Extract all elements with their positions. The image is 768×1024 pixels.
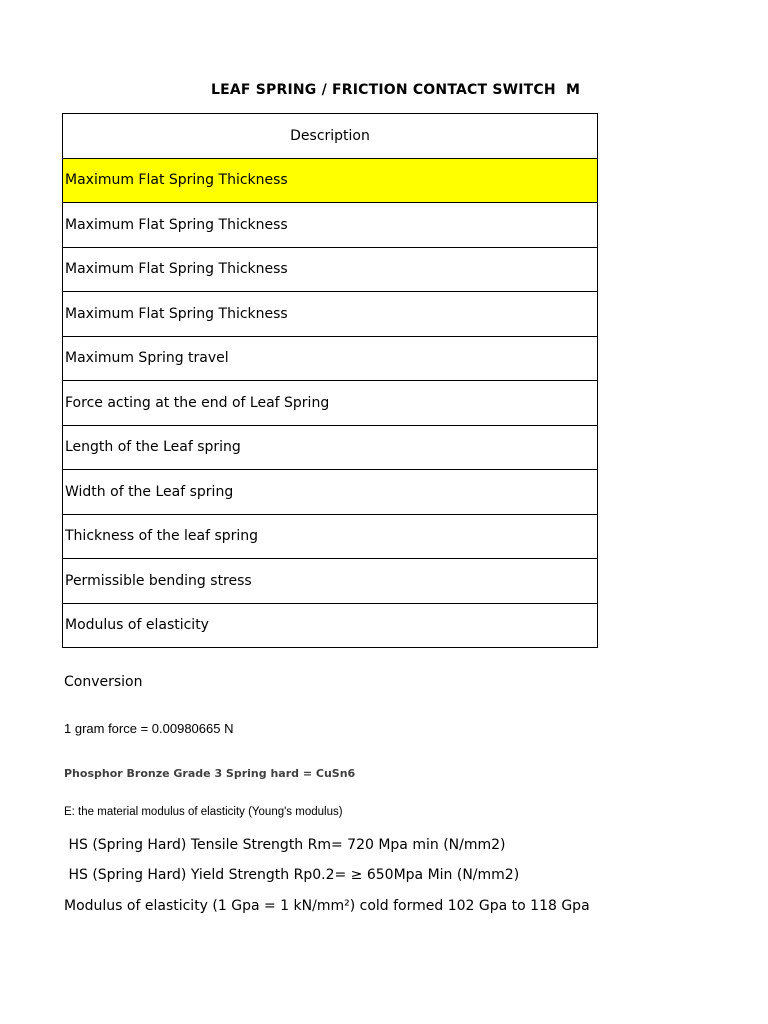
sheet-title: LEAF SPRING / FRICTION CONTACT SWITCH M [211, 82, 581, 98]
table-cell[interactable]: Width of the Leaf spring [63, 470, 598, 515]
table-cell[interactable]: Maximum Spring travel [63, 336, 598, 381]
table-row [63, 425, 598, 470]
table-cell[interactable]: Modulus of elasticity [63, 603, 598, 648]
table-cell[interactable]: Thickness of the leaf spring [63, 514, 598, 559]
table-cell[interactable]: Permissible bending stress [63, 559, 598, 604]
table-row [63, 203, 598, 248]
table-row [63, 514, 598, 559]
description-table [62, 113, 598, 648]
table-cell[interactable]: Maximum Flat Spring Thickness [63, 247, 598, 292]
table-cell[interactable]: Force acting at the end of Leaf Spring [63, 381, 598, 426]
table-row [63, 381, 598, 426]
description-header-cell[interactable]: Description [63, 114, 598, 159]
table-cell[interactable]: Maximum Flat Spring Thickness [63, 203, 598, 248]
table-row [63, 292, 598, 337]
tensile-strength-note: HS (Spring Hard) Tensile Strength Rm= 720 Mpa min (N/mm2) [64, 837, 506, 853]
conversion-label: Conversion [64, 674, 143, 690]
table-row [63, 603, 598, 648]
material-note: Phosphor Bronze Grade 3 Spring hard = CuSn6 [64, 767, 356, 780]
table-cell-highlighted[interactable]: Maximum Flat Spring Thickness [63, 158, 598, 203]
table-header-row [63, 114, 598, 159]
table-cell[interactable]: Maximum Flat Spring Thickness [63, 292, 598, 337]
table-row [63, 470, 598, 515]
modulus-definition-note: E: the material modulus of elasticity (Young's modulus) [64, 806, 343, 818]
table-row [63, 559, 598, 604]
table-row [63, 336, 598, 381]
table-row [63, 158, 598, 203]
yield-strength-note: HS (Spring Hard) Yield Strength Rp0.2= ≥ 650Mpa Min (N/mm2) [64, 867, 520, 883]
table-cell[interactable]: Length of the Leaf spring [63, 425, 598, 470]
modulus-range-note: Modulus of elasticity (1 Gpa = 1 kN/mm²) cold formed 102 Gpa to 118 Gpa [64, 898, 590, 914]
gram-force-note: 1 gram force = 0.00980665 N [64, 721, 234, 736]
table-row [63, 247, 598, 292]
